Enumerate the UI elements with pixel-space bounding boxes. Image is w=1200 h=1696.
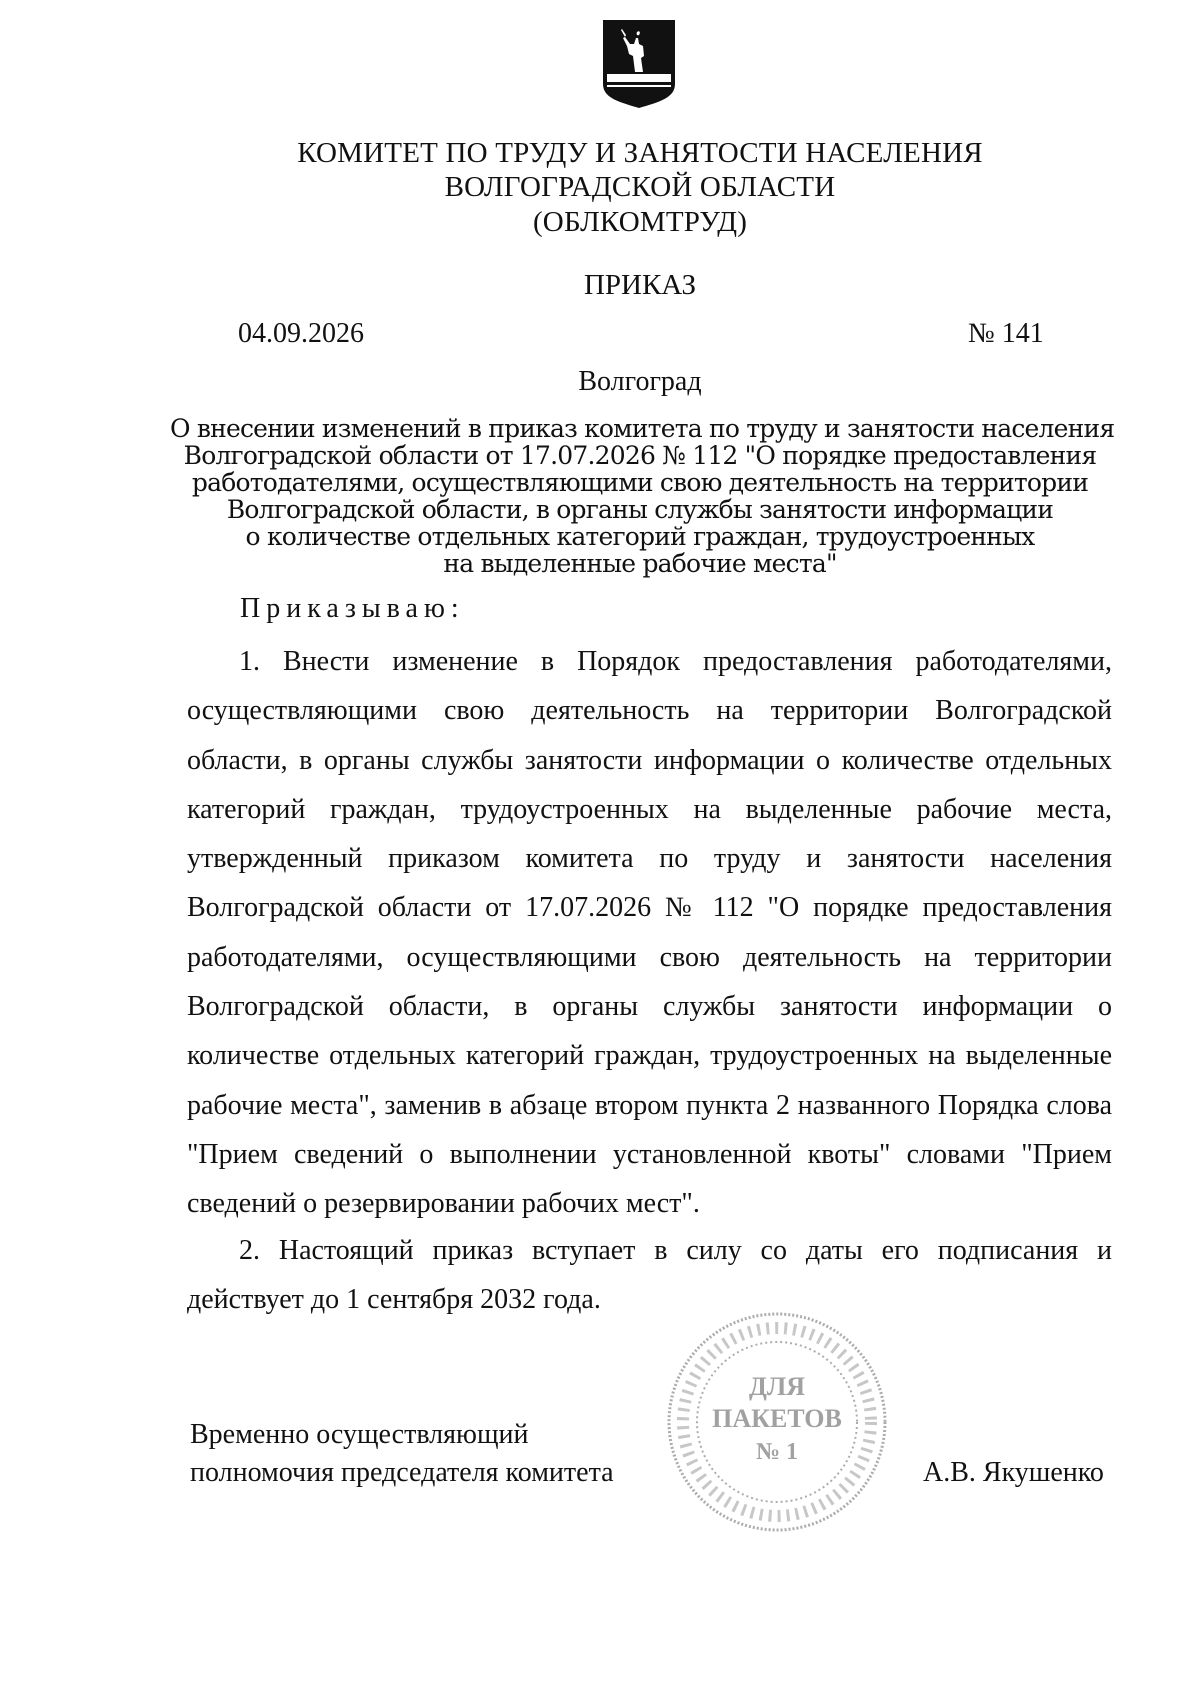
subject-line: о количестве отдельных категорий граждан, трудоустроенных [245, 522, 1035, 551]
order-item-1: 1. Внести изменение в Порядок предоставления работодателями, осуществляющими свою деятельность на территории Волгоградской области, в органы службы занятости информации о количестве отдельных категорий граждан, трудоустроенных на выделенные рабочие места, утвержденный приказом комитета по труду и занятости населения Волгоградской области от 17.07.2026 № 112 "О порядке предоставления работодателями, осуществляющими свою деятельность на территории Волгоградской области, в органы службы занятости информации о количестве отдельных категорий граждан, трудоустроенных на выделенные рабочие места", заменив в абзаце втором пункта 2 названного Порядка слова "Прием сведений о выполнении установленной квоты" словами "Прием сведений о резервировании рабочих мест". [187, 646, 1112, 1220]
order-item-2: 2. Настоящий приказ вступает в силу со даты его подписания и действует до 1 сентября 2032 года. [187, 1235, 1112, 1316]
stamp-text-line: № 1 [755, 1439, 799, 1465]
subject-line: на выделенные рабочие места" [443, 549, 837, 578]
document-subject [170, 414, 1115, 578]
signatory-name: А.В. Якушенко [923, 1457, 1104, 1488]
official-stamp [660, 1305, 895, 1540]
subject-line: О внесении изменений в приказ комитета по труду и занятости населения [170, 414, 1115, 443]
organization-abbreviation: (ОБЛКОМТРУД) [532, 206, 748, 238]
order-directive-word: Приказываю: [240, 593, 465, 624]
document-number: № 141 [968, 318, 1044, 349]
document-date: 04.09.2026 [238, 318, 364, 349]
signatory-position-line: Временно осуществляющий [190, 1419, 529, 1450]
subject-line: Волгоградской области от 17.07.2026 № 112 "О порядке предоставления [183, 441, 1097, 470]
signatory-position [190, 1416, 614, 1492]
subject-line: Волгоградской области, в органы службы занятости информации [226, 495, 1054, 524]
subject-line: работодателями, осуществляющими свою деятельность на территории [191, 468, 1089, 497]
document-type-title: ПРИКАЗ [583, 269, 697, 301]
document-place: Волгоград [578, 366, 702, 397]
stamp-text-line: ПАКЕТОВ [712, 1404, 842, 1433]
organization-name-line: КОМИТЕТ ПО ТРУДУ И ЗАНЯТОСТИ НАСЕЛЕНИЯ [297, 137, 983, 169]
organization-region-line: ВОЛГОГРАДСКОЙ ОБЛАСТИ [444, 171, 836, 203]
volgograd-emblem-icon [601, 18, 677, 110]
signatory-position-line: полномочия председателя комитета [190, 1457, 614, 1488]
stamp-text-line: ДЛЯ [748, 1372, 806, 1401]
